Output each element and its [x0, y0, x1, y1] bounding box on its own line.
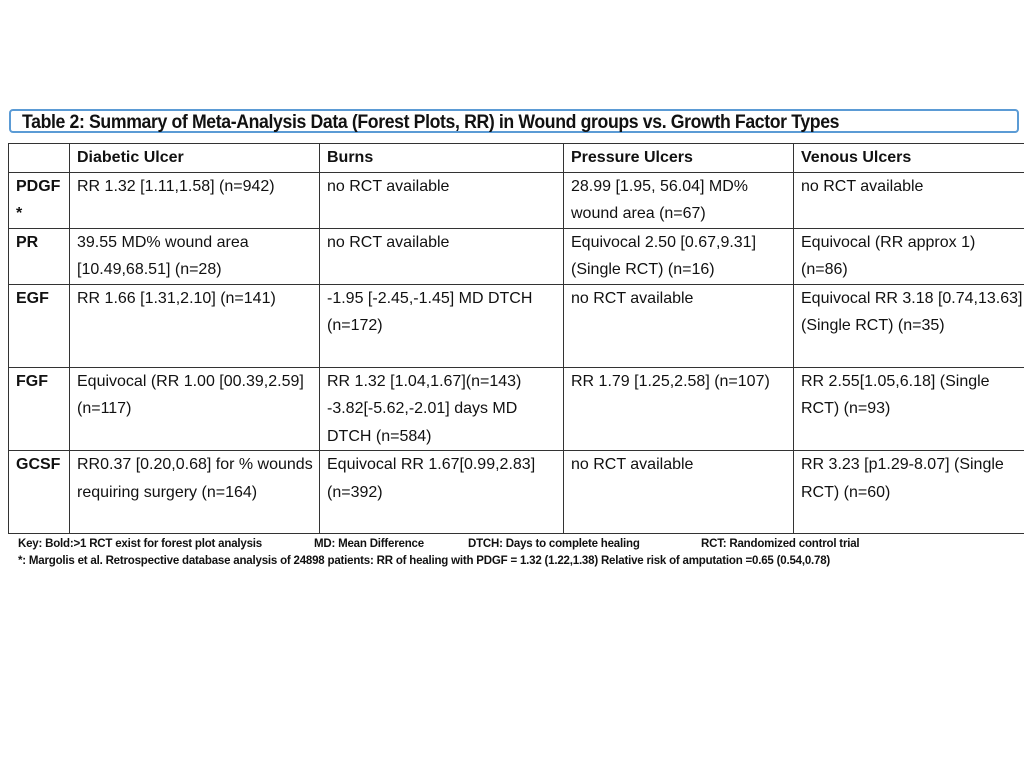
meta-analysis-table: [8, 143, 1024, 534]
key-rct: RCT: Randomized control trial: [701, 538, 860, 550]
header-corner: [9, 144, 70, 173]
table-cell: Equivocal RR 1.67[0.99,2.83] (n=392): [320, 451, 564, 534]
table-cell: Equivocal 2.50 [0.67,9.31] (Single RCT) (n=16): [564, 228, 794, 284]
row-label-pr: PR: [9, 228, 70, 284]
table-cell: RR 1.66 [1.31,2.10] (n=141): [70, 284, 320, 367]
table-cell: no RCT available: [564, 451, 794, 534]
key-dtch: DTCH: Days to complete healing: [468, 538, 640, 550]
table-cell: RR 1.32 [1.04,1.67](n=143) -3.82[-5.62,-2.01] days MD DTCH (n=584): [320, 367, 564, 451]
header-venous-ulcers: Venous Ulcers: [794, 144, 1024, 173]
table-cell: Equivocal RR 3.18 [0.74,13.63] (Single RCT) (n=35): [794, 284, 1024, 367]
row-label-egf: EGF: [9, 284, 70, 367]
table-row: [9, 367, 1024, 451]
table-row: [9, 284, 1024, 367]
table-row: [9, 172, 1024, 228]
key-md: MD: Mean Difference: [314, 538, 424, 550]
table-cell: Equivocal (RR 1.00 [00.39,2.59] (n=117): [70, 367, 320, 451]
table-cell: RR 3.23 [p1.29-8.07] (Single RCT) (n=60): [794, 451, 1024, 534]
table-cell: no RCT available: [320, 228, 564, 284]
table-cell: RR 2.55[1.05,6.18] (Single RCT) (n=93): [794, 367, 1024, 451]
table-notes: [18, 536, 859, 570]
table-cell: RR0.37 [0.20,0.68] for % wounds requiring surgery (n=164): [70, 451, 320, 534]
table-title-box: [9, 109, 1019, 133]
header-pressure-ulcers: Pressure Ulcers: [564, 144, 794, 173]
table-row: [9, 451, 1024, 534]
table-cell: RR 1.79 [1.25,2.58] (n=107): [564, 367, 794, 451]
table-cell: 28.99 [1.95, 56.04] MD% wound area (n=67): [564, 172, 794, 228]
table-cell: 39.55 MD% wound area [10.49,68.51] (n=28): [70, 228, 320, 284]
table-cell: Equivocal (RR approx 1) (n=86): [794, 228, 1024, 284]
table-cell: RR 1.32 [1.11,1.58] (n=942): [70, 172, 320, 228]
row-label-fgf: FGF: [9, 367, 70, 451]
table-cell: -1.95 [-2.45,-1.45] MD DTCH (n=172): [320, 284, 564, 367]
row-label-gcsf: GCSF: [9, 451, 70, 534]
row-label-pdgf: PDGF *: [9, 172, 70, 228]
table-row: [9, 228, 1024, 284]
footnote: *: Margolis et al. Retrospective database analysis of 24898 patients: RR of healing with PDGF = 1.32 (1.22,1.38) Relative risk of amputation =0.65 (0.54,0.78): [18, 555, 831, 567]
header-diabetic-ulcer: Diabetic Ulcer: [70, 144, 320, 173]
table-cell: no RCT available: [794, 172, 1024, 228]
header-burns: Burns: [320, 144, 564, 173]
table-title: Table 2: Summary of Meta-Analysis Data (Forest Plots, RR) in Wound groups vs. Growth Factor Types: [22, 112, 840, 133]
table-cell: no RCT available: [564, 284, 794, 367]
key-bold: Key: Bold:>1 RCT exist for forest plot analysis: [18, 538, 262, 550]
table-cell: no RCT available: [320, 172, 564, 228]
key-line: [18, 536, 859, 553]
header-row: [9, 144, 1024, 173]
